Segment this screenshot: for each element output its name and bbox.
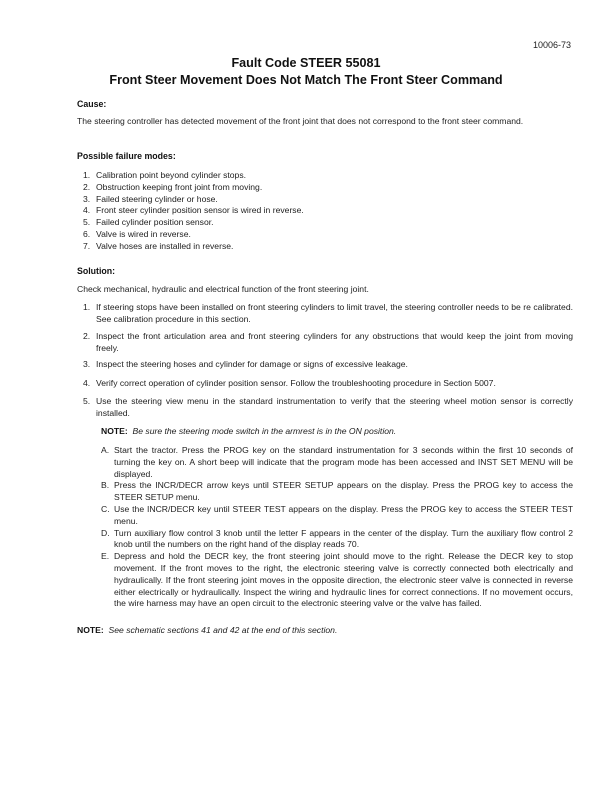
solution-intro: Check mechanical, hydraulic and electrical function of the front steering joint. <box>77 284 369 294</box>
solution-step <box>83 331 573 355</box>
item-text: Calibration point beyond cylinder stops. <box>96 170 247 180</box>
substeps-list <box>101 445 573 610</box>
substep <box>101 445 573 480</box>
step-text: Inspect the steering hoses and cylinder for damage or signs of excessive leakage. <box>96 359 408 369</box>
substep-text: Use the INCR/DECR key until STEER TEST appears on the display. Press the PROG key to access the STEER TEST menu. <box>114 503 573 526</box>
item-number: 1. <box>83 170 91 180</box>
substep-text: Depress and hold the DECR key, the front steering joint should move to the right. Release the DECR key to stop movement. If the front moves to the right, the electronic steering valve is correctly connected both electrically and hydraulically. If the front steering joint moves in the opposite direction, the electronic steer valve is connected in reverse either electrically or hydraulically. Inspect the wiring and hydraulic lines for correct connections. If no movement occurs, the wire harness may have an open circuit to the electronic steering valve or the valve has failed. <box>114 551 573 609</box>
note-label: NOTE: <box>77 625 104 635</box>
step-number: 4. <box>83 378 91 388</box>
cause-heading: Cause: <box>77 99 107 109</box>
substep-text: Start the tractor. Press the PROG key on the standard instrumentation for 3 seconds within the first 10 seconds of turning the key on. A short beep will indicate that the program mode has been accessed and INST SET MENU will be displayed. <box>114 445 573 479</box>
substep-letter: B. <box>101 480 110 491</box>
item-number: 6. <box>83 228 91 239</box>
note-text: See schematic sections 41 and 42 at the end of this section. <box>108 625 338 635</box>
solution-heading: Solution: <box>77 266 116 276</box>
step-number: 2. <box>83 331 91 341</box>
solution-step <box>83 396 573 420</box>
substep <box>101 480 573 504</box>
solution-step <box>83 302 573 326</box>
item-number: 4. <box>83 205 91 216</box>
step5-note <box>101 426 396 438</box>
item-text: Valve is wired in reverse. <box>96 228 191 239</box>
final-note <box>77 625 337 637</box>
step-text: Use the steering view menu in the standard instrumentation to verify that the steering wheel motion sensor is correctly installed. <box>96 396 573 418</box>
item-text: Obstruction keeping front joint from moving. <box>96 181 263 192</box>
item-text: Failed cylinder position sensor. <box>96 217 214 228</box>
step-number: 3. <box>83 359 91 369</box>
cause-text: The steering controller has detected movement of the front joint that does not correspond to the front steer command. <box>77 116 524 126</box>
substep-text: Turn auxiliary flow control 3 knob until the letter F appears in the center of the display. Turn the auxiliary flow control 2 knob until the numbers on the right hand of the display reads 70. <box>114 527 573 550</box>
item-number: 3. <box>83 193 91 204</box>
solution-step <box>83 378 573 390</box>
failure-modes-list <box>83 170 573 253</box>
note-label: NOTE: <box>101 426 128 436</box>
note-text: Be sure the steering mode switch in the armrest is in the ON position. <box>132 426 397 436</box>
failure-modes-heading: Possible failure modes: <box>77 151 176 161</box>
item-text: Valve hoses are installed in reverse. <box>96 240 234 251</box>
solution-step <box>83 359 573 371</box>
item-number: 5. <box>83 217 91 228</box>
list-item <box>83 170 573 182</box>
substep-letter: A. <box>101 445 110 455</box>
page-title: Fault Code STEER 55081 <box>231 56 381 70</box>
substep-letter: D. <box>101 527 110 538</box>
list-item <box>83 182 573 194</box>
substep <box>101 528 573 552</box>
list-item <box>83 241 573 253</box>
list-item <box>83 229 573 241</box>
item-text: Front steer cylinder position sensor is wired in reverse. <box>96 205 304 216</box>
step-number: 5. <box>83 396 91 406</box>
substep <box>101 551 573 610</box>
substep-letter: C. <box>101 503 110 514</box>
step-text: Verify correct operation of cylinder position sensor. Follow the troubleshooting procedure in Section 5007. <box>96 378 496 388</box>
item-number: 7. <box>83 240 91 251</box>
list-item <box>83 205 573 217</box>
substep <box>101 504 573 528</box>
page-subtitle: Front Steer Movement Does Not Match The Front Steer Command <box>109 73 503 87</box>
substep-text: Press the INCR/DECR arrow keys until STEER SETUP appears on the display. Press the PROG key to access the STEER SETUP menu. <box>114 480 573 503</box>
step-number: 1. <box>83 302 91 312</box>
step-text: If steering stops have been installed on front steering cylinders to limit travel, the steering controller needs to be re calibrated. See calibration procedure in this section. <box>96 302 573 324</box>
list-item <box>83 217 573 229</box>
list-item <box>83 194 573 206</box>
item-text: Failed steering cylinder or hose. <box>96 193 218 204</box>
item-number: 2. <box>83 181 91 192</box>
page-number: 10006-73 <box>532 40 571 50</box>
step-text: Inspect the front articulation area and front steering cylinders for any obstructions that would keep the joint from moving freely. <box>96 331 573 353</box>
substep-letter: E. <box>101 551 110 562</box>
